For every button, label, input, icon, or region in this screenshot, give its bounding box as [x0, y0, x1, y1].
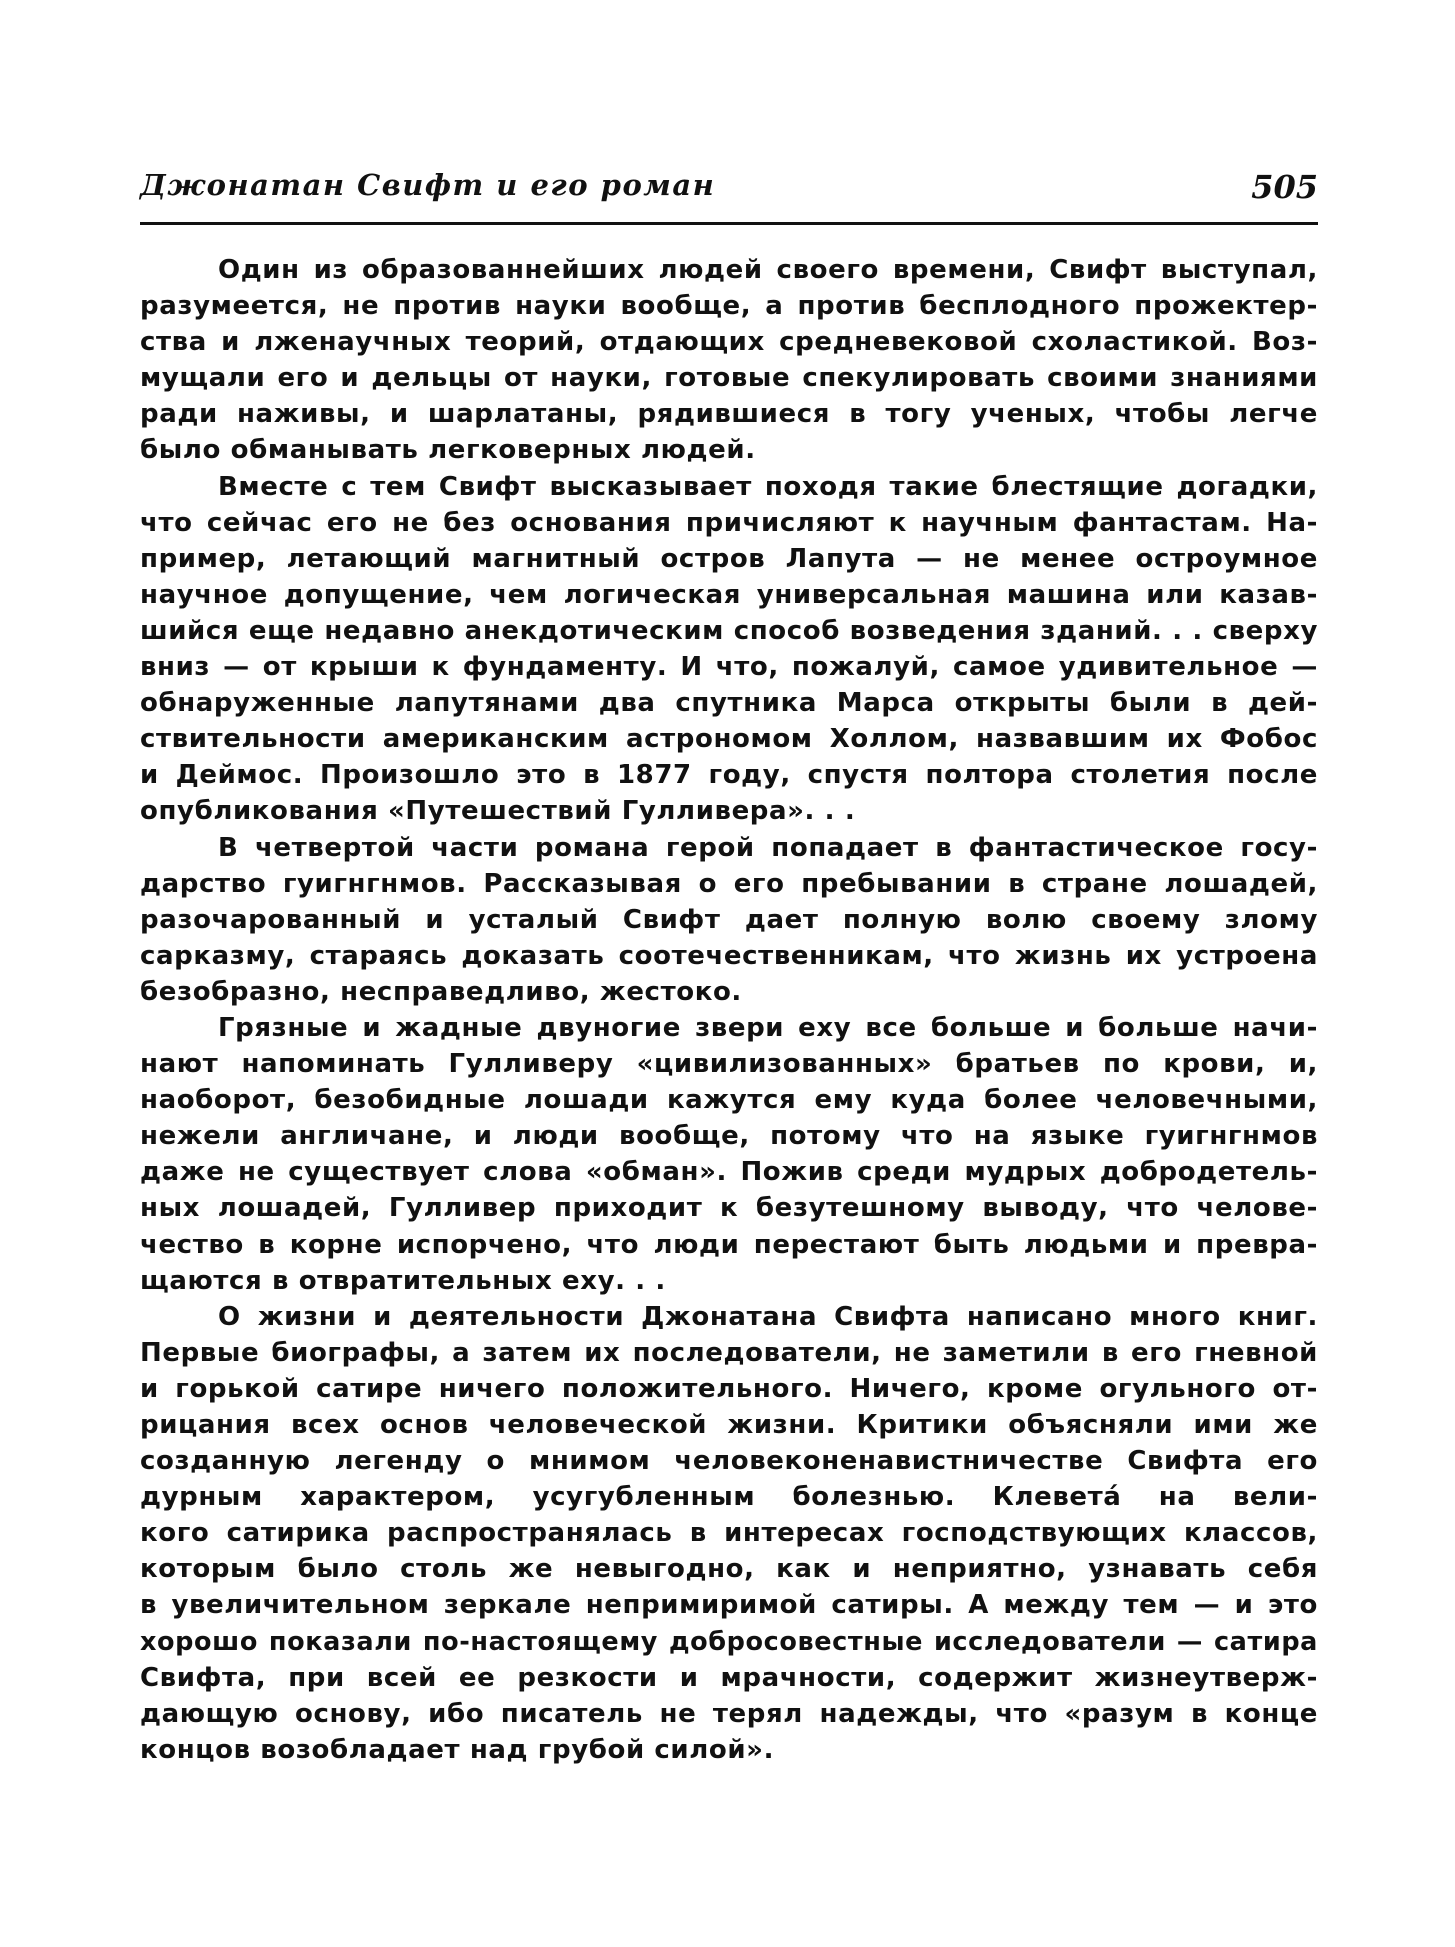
text-line: в увеличительном зеркале непримиримой сатиры. А между тем — и это: [140, 1590, 1318, 1621]
text-line: Грязные и жадные двуногие звери еху все больше и больше начи-: [218, 1012, 1318, 1043]
text-line: которым было столь же невыгодно, как и неприятно, узнавать себя: [140, 1554, 1318, 1585]
paragraph: [140, 1299, 1318, 1768]
text-line: вниз — от крыши к фундаменту. И что, пожалуй, самое удивительное —: [140, 652, 1318, 683]
body-text: [140, 252, 1318, 1768]
text-line: ствительности американским астрономом Холлом, назвавшим их Фобос: [140, 724, 1318, 755]
text-line: В четвертой части романа герой попадает в фантастическое госу-: [218, 832, 1318, 863]
header-rule: [140, 222, 1318, 225]
text-line: ради наживы, и шарлатаны, рядившиеся в тогу ученых, чтобы легче: [140, 399, 1318, 430]
text-line: было обманывать легковерных людей.: [140, 435, 756, 466]
text-line: кого сатирика распространялась в интересах господствующих классов,: [140, 1518, 1318, 1549]
running-title: Джонатан Свифт и его роман: [140, 168, 716, 202]
text-line: разумеется, не против науки вообще, а против бесплодного прожектер-: [140, 291, 1318, 322]
text-line: щаются в отвратительных еху. . .: [140, 1265, 666, 1296]
text-line: концов возобладает над грубой силой».: [140, 1734, 775, 1765]
text-line: и Деймос. Произошло это в 1877 году, спустя полтора столетия после: [140, 760, 1318, 791]
text-line: научное допущение, чем логическая универсальная машина или казав-: [140, 579, 1318, 610]
text-line: Один из образованнейших людей своего времени, Свифт выступал,: [218, 255, 1318, 285]
paragraph: [140, 830, 1318, 1010]
text-line: разочарованный и усталый Свифт дает полную волю своему злому: [140, 904, 1318, 935]
text-line: и горькой сатире ничего положительного. Ничего, кроме огульного от-: [140, 1373, 1318, 1404]
text-line: Вместе с тем Свифт высказывает походя такие блестящие догадки,: [218, 471, 1318, 502]
text-line: мущали его и дельцы от науки, готовые спекулировать своими знаниями: [140, 363, 1318, 394]
text-line: ных лошадей, Гулливер приходит к безутешному выводу, что челове-: [140, 1193, 1318, 1224]
text-line: чество в корне испорчено, что люди перестают быть людьми и превра-: [140, 1229, 1318, 1260]
page-number: 505: [1251, 168, 1318, 206]
text-line: шийся еще недавно анекдотическим способ возведения зданий. . . сверху: [140, 615, 1318, 646]
text-line: рицания всех основ человеческой жизни. Критики объясняли ими же: [140, 1410, 1318, 1440]
paragraph: [140, 252, 1318, 469]
text-line: созданную легенду о мнимом человеконенавистничестве Свифта его: [140, 1446, 1318, 1477]
text-line: дарство гуигнгнмов. Рассказывая о его пребывании в стране лошадей,: [140, 868, 1318, 899]
text-line: нежели англичане, и люди вообще, потому что на языке гуигнгнмов: [140, 1121, 1318, 1152]
text-line: дающую основу, ибо писатель не терял надежды, что «разум в конце: [140, 1698, 1318, 1729]
text-line: дурным характером, усугубленным болезнью. Клевета́ на вели-: [140, 1482, 1318, 1513]
text-line: О жизни и деятельности Джонатана Свифта написано много книг.: [218, 1301, 1318, 1332]
text-line: безобразно, несправедливо, жестоко.: [140, 976, 742, 1007]
text-line: Свифта, при всей ее резкости и мрачности, содержит жизнеутверж-: [140, 1662, 1318, 1693]
text-line: обнаруженные лапутянами два спутника Марса открыты были в дей-: [140, 688, 1318, 719]
text-line: ства и лженаучных теорий, отдающих средневековой схоластикой. Воз-: [140, 327, 1318, 358]
paragraph: [140, 469, 1318, 830]
text-line: сарказму, стараясь доказать соотечественникам, что жизнь их устроена: [140, 940, 1318, 971]
text-line: что сейчас его не без основания причисляют к научным фантастам. На-: [140, 507, 1318, 538]
text-line: нают напоминать Гулливеру «цивилизованных» братьев по крови, и,: [140, 1049, 1318, 1080]
paragraph: [140, 1010, 1318, 1299]
text-line: Первые биографы, а затем их последователи, не заметили в его гневной: [140, 1337, 1318, 1368]
text-line: наоборот, безобидные лошади кажутся ему куда более человечными,: [140, 1085, 1318, 1116]
text-line: пример, летающий магнитный остров Лапута — не менее остроумное: [140, 543, 1318, 574]
text-line: опубликования «Путешествий Гулливера». . .: [140, 796, 856, 827]
text-line: даже не существует слова «обман». Пожив среди мудрых добродетель-: [140, 1157, 1318, 1188]
text-line: хорошо показали по-настоящему добросовестные исследователи — сатира: [140, 1626, 1318, 1657]
running-head: [140, 168, 1318, 218]
